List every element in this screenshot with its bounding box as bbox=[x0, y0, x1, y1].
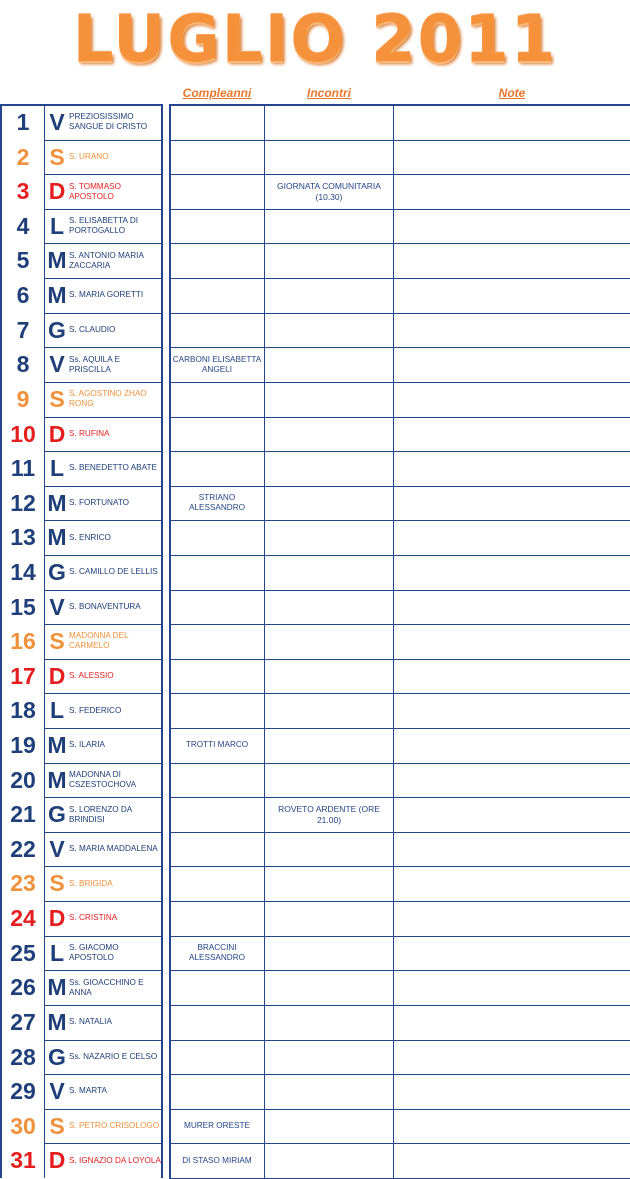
day-number: 18 bbox=[10, 697, 36, 724]
header-notes: Note bbox=[498, 86, 526, 100]
note-cell[interactable] bbox=[394, 936, 630, 971]
birthday-cell[interactable] bbox=[170, 659, 264, 694]
saint-name: S. GIACOMO APOSTOLO bbox=[69, 943, 119, 962]
saint-name: S. MARIA GORETTI bbox=[69, 290, 144, 300]
saint-name: S. FEDERICO bbox=[69, 705, 122, 715]
day-number: 31 bbox=[10, 1147, 36, 1174]
header-meetings: Incontri bbox=[307, 86, 351, 100]
note-cell[interactable] bbox=[394, 486, 630, 521]
saint-name: S. TOMMASO APOSTOLO bbox=[69, 181, 122, 201]
day-number: 23 bbox=[10, 870, 36, 897]
day-number: 6 bbox=[16, 282, 30, 309]
meeting-cell[interactable]: GIORNATA COMUNITARIA (10.30) bbox=[277, 180, 381, 202]
day-number: 19 bbox=[10, 732, 36, 759]
note-cell[interactable] bbox=[394, 693, 630, 728]
day-letter: G bbox=[48, 316, 66, 343]
note-cell[interactable] bbox=[394, 278, 630, 313]
day-number: 27 bbox=[10, 1008, 36, 1035]
meeting-cell[interactable] bbox=[265, 313, 393, 348]
birthday-cell[interactable]: STRIANO ALESSANDRO bbox=[189, 493, 245, 513]
meeting-cell[interactable] bbox=[265, 382, 393, 417]
birthday-cell[interactable] bbox=[170, 417, 264, 452]
saint-name: S. NATALIA bbox=[69, 1017, 112, 1027]
saint-name: Ss. NAZARIO E CELSO bbox=[69, 1051, 158, 1061]
saint-name: S. CRISTINA bbox=[69, 913, 118, 923]
day-number: 12 bbox=[10, 489, 36, 516]
birthday-cell[interactable] bbox=[170, 797, 264, 832]
note-cell[interactable] bbox=[394, 901, 630, 936]
day-number: 30 bbox=[10, 1112, 36, 1139]
note-cell[interactable] bbox=[394, 520, 630, 555]
saint-name: S. MARTA bbox=[69, 1086, 107, 1096]
meeting-cell[interactable] bbox=[265, 140, 393, 175]
note-cell[interactable] bbox=[394, 970, 630, 1005]
saint-name: S. BONAVENTURA bbox=[69, 601, 141, 611]
day-letter: M bbox=[47, 732, 67, 759]
note-cell[interactable] bbox=[394, 590, 630, 625]
birthday-cell[interactable] bbox=[170, 624, 264, 659]
meeting-cell[interactable] bbox=[265, 1005, 393, 1040]
note-cell[interactable] bbox=[394, 1005, 630, 1040]
saint-name: Ss. GIOACCHINO E ANNA bbox=[69, 977, 144, 997]
meeting-cell[interactable] bbox=[265, 936, 393, 971]
meeting-cell[interactable] bbox=[265, 970, 393, 1005]
day-number: 3 bbox=[16, 178, 30, 205]
day-letter: M bbox=[47, 974, 67, 1001]
day-number: 9 bbox=[16, 385, 30, 412]
meeting-cell[interactable] bbox=[265, 1143, 393, 1178]
day-letter: M bbox=[47, 766, 67, 793]
day-number: 2 bbox=[16, 143, 30, 170]
birthday-cell[interactable] bbox=[170, 1005, 264, 1040]
saint-name: S. ELISABETTA DI PORTOGALLO bbox=[69, 216, 139, 236]
birthday-cell[interactable] bbox=[170, 105, 264, 140]
meeting-cell[interactable] bbox=[265, 693, 393, 728]
day-letter: M bbox=[47, 524, 67, 551]
day-letter: S bbox=[49, 385, 65, 412]
note-cell[interactable] bbox=[394, 347, 630, 382]
note-cell[interactable] bbox=[394, 659, 630, 694]
saint-name: S. URANO bbox=[69, 151, 109, 161]
day-letter: D bbox=[48, 420, 66, 447]
saint-name: Ss. AQUILA E PRISCILLA bbox=[69, 354, 120, 374]
day-number: 10 bbox=[10, 420, 36, 447]
birthday-cell[interactable] bbox=[170, 140, 264, 175]
meeting-cell[interactable] bbox=[265, 209, 393, 244]
day-number: 25 bbox=[10, 939, 36, 966]
day-number: 1 bbox=[16, 109, 30, 135]
saint-name: MADONNA DI CSZESTOCHOVA bbox=[69, 769, 137, 789]
saint-name: S. BRIGIDA bbox=[69, 878, 113, 888]
meeting-cell[interactable] bbox=[265, 417, 393, 452]
meeting-cell[interactable] bbox=[265, 1109, 393, 1144]
note-cell[interactable] bbox=[394, 1040, 630, 1075]
meeting-cell[interactable] bbox=[265, 486, 393, 521]
note-cell[interactable] bbox=[394, 832, 630, 867]
day-letter: G bbox=[48, 1043, 66, 1070]
note-cell[interactable] bbox=[394, 555, 630, 590]
birthday-cell[interactable]: TROTTI MARCO bbox=[185, 740, 249, 750]
birthday-cell[interactable] bbox=[170, 832, 264, 867]
day-letter: S bbox=[49, 1112, 65, 1139]
day-letter: D bbox=[48, 178, 66, 205]
day-letter: V bbox=[49, 351, 65, 378]
saint-name: S. ANTONIO MARIA ZACCARIA bbox=[69, 250, 144, 270]
day-letter: M bbox=[47, 282, 67, 309]
saint-name: S. RUFINA bbox=[69, 428, 110, 438]
saint-name: S. LORENZO DA BRINDISI bbox=[69, 804, 132, 824]
birthday-cell[interactable] bbox=[170, 901, 264, 936]
day-letter: D bbox=[48, 1147, 66, 1174]
day-letter: L bbox=[49, 455, 65, 482]
note-cell[interactable] bbox=[394, 140, 630, 175]
note-cell[interactable] bbox=[394, 1074, 630, 1109]
meeting-cell[interactable] bbox=[265, 105, 393, 140]
birthday-cell[interactable] bbox=[170, 590, 264, 625]
day-letter: L bbox=[49, 939, 65, 966]
birthday-cell[interactable] bbox=[170, 174, 264, 209]
day-number: 4 bbox=[16, 212, 30, 239]
note-cell[interactable] bbox=[394, 243, 630, 278]
birthday-cell[interactable] bbox=[170, 866, 264, 901]
day-number: 15 bbox=[10, 593, 36, 620]
meeting-cell[interactable] bbox=[265, 659, 393, 694]
meeting-cell[interactable] bbox=[265, 1040, 393, 1075]
note-cell[interactable] bbox=[394, 797, 630, 832]
day-letter: M bbox=[47, 489, 67, 516]
note-cell[interactable] bbox=[394, 382, 630, 417]
meeting-cell[interactable]: ROVETO ARDENTE (ORE 21.00) bbox=[278, 803, 380, 825]
saint-name: MADONNA DEL CARMELO bbox=[69, 631, 129, 651]
saint-name: S. FORTUNATO bbox=[69, 498, 130, 508]
saint-name: S. PETRO CRISOLOGO bbox=[69, 1121, 160, 1131]
day-letter: D bbox=[48, 662, 66, 689]
birthday-cell[interactable] bbox=[170, 313, 264, 348]
day-number: 20 bbox=[10, 766, 36, 793]
birthday-cell[interactable]: MURER ORESTE bbox=[184, 1121, 250, 1131]
birthday-cell[interactable] bbox=[170, 763, 264, 798]
header-birthdays: Compleanni bbox=[182, 86, 252, 100]
day-number: 28 bbox=[10, 1043, 36, 1070]
day-letter: V bbox=[49, 835, 65, 862]
day-number: 14 bbox=[10, 558, 36, 585]
meeting-cell[interactable] bbox=[265, 590, 393, 625]
saint-name: S. BENEDETTO ABATE bbox=[69, 463, 157, 473]
saint-name: S. ALESSIO bbox=[69, 671, 114, 681]
day-letter: L bbox=[49, 212, 65, 239]
day-letter: G bbox=[48, 801, 66, 828]
saint-name: PREZIOSISSIMO SANGUE DI CRISTO bbox=[69, 112, 148, 132]
page-title: LUGLIO 2011 bbox=[72, 3, 558, 77]
note-cell[interactable] bbox=[394, 451, 630, 486]
meeting-cell[interactable] bbox=[265, 1074, 393, 1109]
note-cell[interactable] bbox=[394, 624, 630, 659]
note-cell[interactable] bbox=[394, 313, 630, 348]
birthday-cell[interactable] bbox=[170, 1074, 264, 1109]
meeting-cell[interactable] bbox=[265, 901, 393, 936]
day-number: 13 bbox=[10, 524, 36, 551]
day-letter: G bbox=[48, 558, 66, 585]
birthday-cell[interactable]: BRACCINI ALESSANDRO bbox=[189, 943, 245, 962]
meeting-cell[interactable] bbox=[265, 520, 393, 555]
note-cell[interactable] bbox=[394, 866, 630, 901]
meeting-cell[interactable] bbox=[265, 832, 393, 867]
note-cell[interactable] bbox=[394, 209, 630, 244]
birthday-cell[interactable] bbox=[170, 970, 264, 1005]
birthday-cell[interactable] bbox=[170, 520, 264, 555]
day-letter: V bbox=[49, 109, 65, 135]
day-number: 5 bbox=[16, 247, 30, 274]
note-cell[interactable] bbox=[394, 1143, 630, 1178]
day-number: 26 bbox=[10, 974, 36, 1001]
birthday-cell[interactable] bbox=[170, 243, 264, 278]
meeting-cell[interactable] bbox=[265, 866, 393, 901]
birthday-cell[interactable] bbox=[170, 693, 264, 728]
meeting-cell[interactable] bbox=[265, 624, 393, 659]
saint-name: S. MARIA MADDALENA bbox=[69, 844, 158, 854]
meeting-cell[interactable] bbox=[265, 451, 393, 486]
birthday-cell[interactable] bbox=[170, 382, 264, 417]
birthday-cell[interactable] bbox=[170, 555, 264, 590]
day-number: 7 bbox=[16, 316, 30, 343]
meeting-cell[interactable] bbox=[265, 555, 393, 590]
day-number: 17 bbox=[10, 662, 36, 689]
birthday-cell[interactable] bbox=[170, 278, 264, 313]
saint-name: S. ENRICO bbox=[69, 532, 111, 542]
day-letter: D bbox=[48, 905, 66, 932]
saint-name: S. IGNAZIO DA LOYOLA bbox=[69, 1155, 161, 1165]
meeting-cell[interactable] bbox=[265, 728, 393, 763]
birthday-cell[interactable] bbox=[170, 209, 264, 244]
day-number: 22 bbox=[10, 835, 36, 862]
saint-name: S. CAMILLO DE LELLIS bbox=[69, 567, 158, 577]
day-number: 24 bbox=[10, 905, 36, 932]
meeting-cell[interactable] bbox=[265, 347, 393, 382]
day-number: 21 bbox=[10, 801, 36, 828]
birthday-cell[interactable] bbox=[170, 451, 264, 486]
day-number: 16 bbox=[10, 628, 36, 655]
meeting-cell[interactable] bbox=[265, 243, 393, 278]
day-number: 11 bbox=[10, 455, 36, 482]
meeting-cell[interactable] bbox=[265, 763, 393, 798]
note-cell[interactable] bbox=[394, 105, 630, 140]
saint-name: S. ILARIA bbox=[69, 740, 105, 750]
note-cell[interactable] bbox=[394, 174, 630, 209]
day-letter: V bbox=[49, 1078, 65, 1105]
day-letter: V bbox=[49, 593, 65, 620]
day-letter: S bbox=[49, 870, 65, 897]
note-cell[interactable] bbox=[394, 763, 630, 798]
day-number: 8 bbox=[16, 351, 30, 378]
day-letter: M bbox=[47, 1008, 67, 1035]
day-letter: S bbox=[49, 143, 65, 170]
note-cell[interactable] bbox=[394, 728, 630, 763]
day-letter: S bbox=[49, 628, 65, 655]
saint-name: S. CLAUDIO bbox=[69, 324, 116, 334]
birthday-cell[interactable]: DI STASO MIRIAM bbox=[182, 1155, 252, 1165]
saint-name: S. AGOSTINO ZHAO RONG bbox=[69, 389, 147, 409]
day-number: 29 bbox=[10, 1078, 36, 1105]
note-cell[interactable] bbox=[394, 417, 630, 452]
meeting-cell[interactable] bbox=[265, 278, 393, 313]
day-letter: M bbox=[47, 247, 67, 274]
birthday-cell[interactable]: CARBONI ELISABETTA ANGELI bbox=[172, 354, 262, 374]
birthday-cell[interactable] bbox=[170, 1040, 264, 1075]
day-letter: L bbox=[49, 697, 65, 724]
note-cell[interactable] bbox=[394, 1109, 630, 1144]
